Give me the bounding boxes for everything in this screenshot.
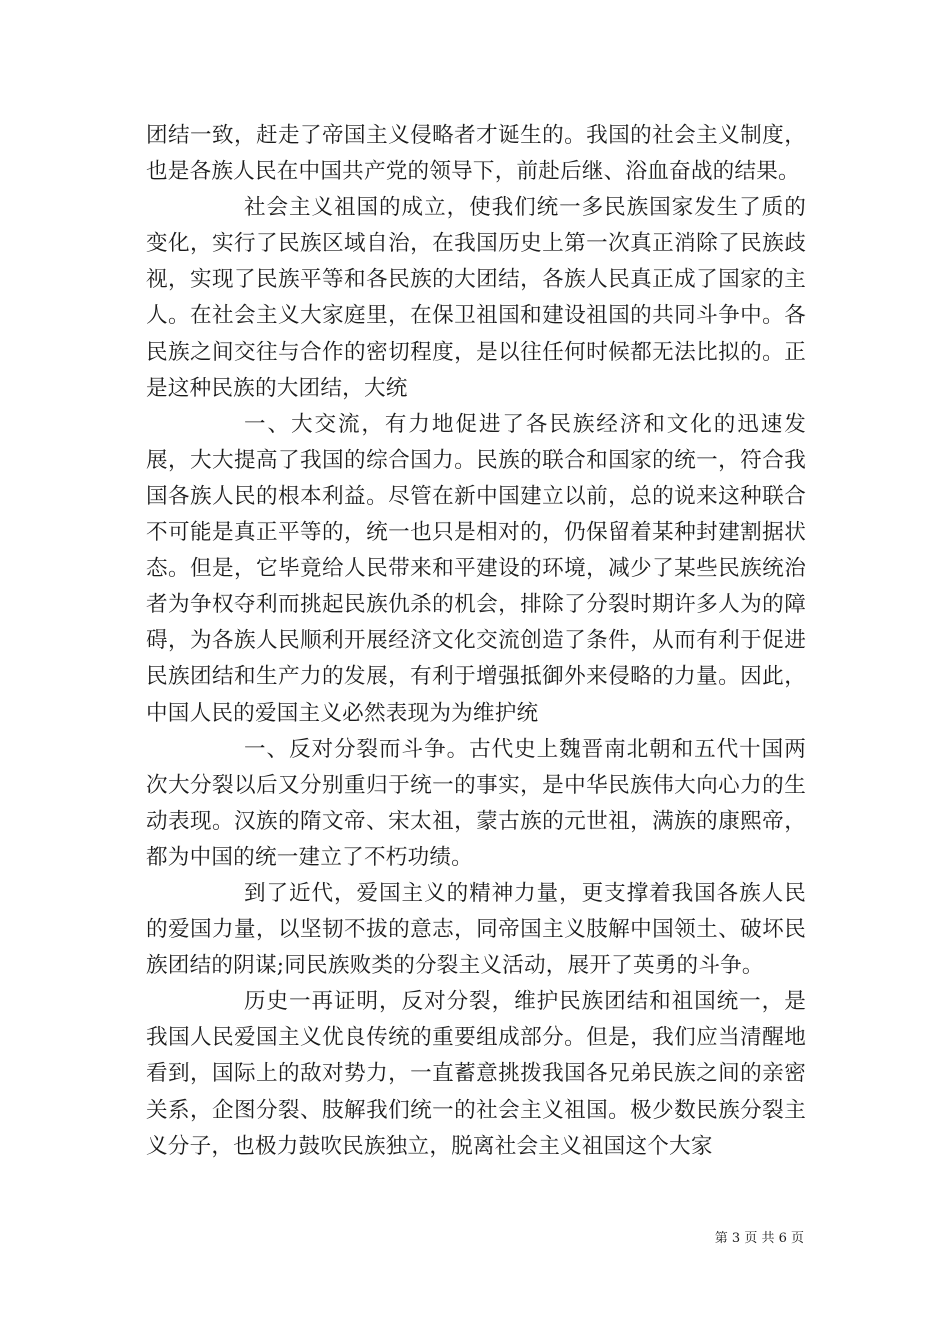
paragraph-3: 一、大交流，有力地促进了各民族经济和文化的迅速发展，大大提高了我国的综合国力。民族的联合和国家的统一，符合我国各族人民的根本利益。尽管在新中国建立以前，总的说来这种联合不可能是真正平等的，统一也只是相对的，仍保留着某种封建割据状态。但是，它毕竟给人民带来和平建设的环境，减少了某些民族统治者为争权夺利而挑起民族仇杀的机会，排除了分裂时期许多人为的障碍，为各族人民顺利开展经济文化交流创造了条件，从而有利于促进民族团结和生产力的发展，有利于增强抵御外来侵略的力量。因此，中国人民的爱国主义必然表现为为维护统 <box>146 411 806 726</box>
paragraph-4: 一、反对分裂而斗争。古代史上魏晋南北朝和五代十国两次大分裂以后又分别重归于统一的事实，是中华民族伟大向心力的生动表现。汉族的隋文帝、宋太祖，蒙古族的元世祖，满族的康熙帝，都为中国的统一建立了不朽功绩。 <box>146 736 806 870</box>
page-number-footer: 第 3 页 共 6 页 <box>714 1231 804 1246</box>
paragraph-1: 团结一致，赶走了帝国主义侵略者才诞生的。我国的社会主义制度，也是各族人民在中国共产党的领导下，前赴后继、浴血奋战的结果。 <box>146 123 806 185</box>
paragraph-2: 社会主义祖国的成立，使我们统一多民族国家发生了质的变化，实行了民族区域自治，在我国历史上第一次真正消除了民族歧视，实现了民族平等和各民族的大团结，各族人民真正成了国家的主人。在社会主义大家庭里，在保卫祖国和建设祖国的共同斗争中。各民族之间交往与合作的密切程度，是以往任何时候都无法比拟的。正是这种民族的大团结，大统 <box>146 195 806 401</box>
paragraph-6: 历史一再证明，反对分裂，维护民族团结和祖国统一，是我国人民爱国主义优良传统的重要组成部分。但是，我们应当清醒地看到，国际上的敌对势力，一直蓄意挑拨我国各兄弟民族之间的亲密关系，企图分裂、肢解我们统一的社会主义祖国。极少数民族分裂主义分子，也极力鼓吹民族独立，脱离社会主义祖国这个大家 <box>146 989 806 1159</box>
document-body <box>146 118 806 1165</box>
paragraph-5: 到了近代，爱国主义的精神力量，更支撑着我国各族人民的爱国力量，以坚韧不拔的意志，同帝国主义肢解中国领土、破坏民族团结的阴谋;同民族败类的分裂主义活动，展开了英勇的斗争。 <box>146 880 806 979</box>
